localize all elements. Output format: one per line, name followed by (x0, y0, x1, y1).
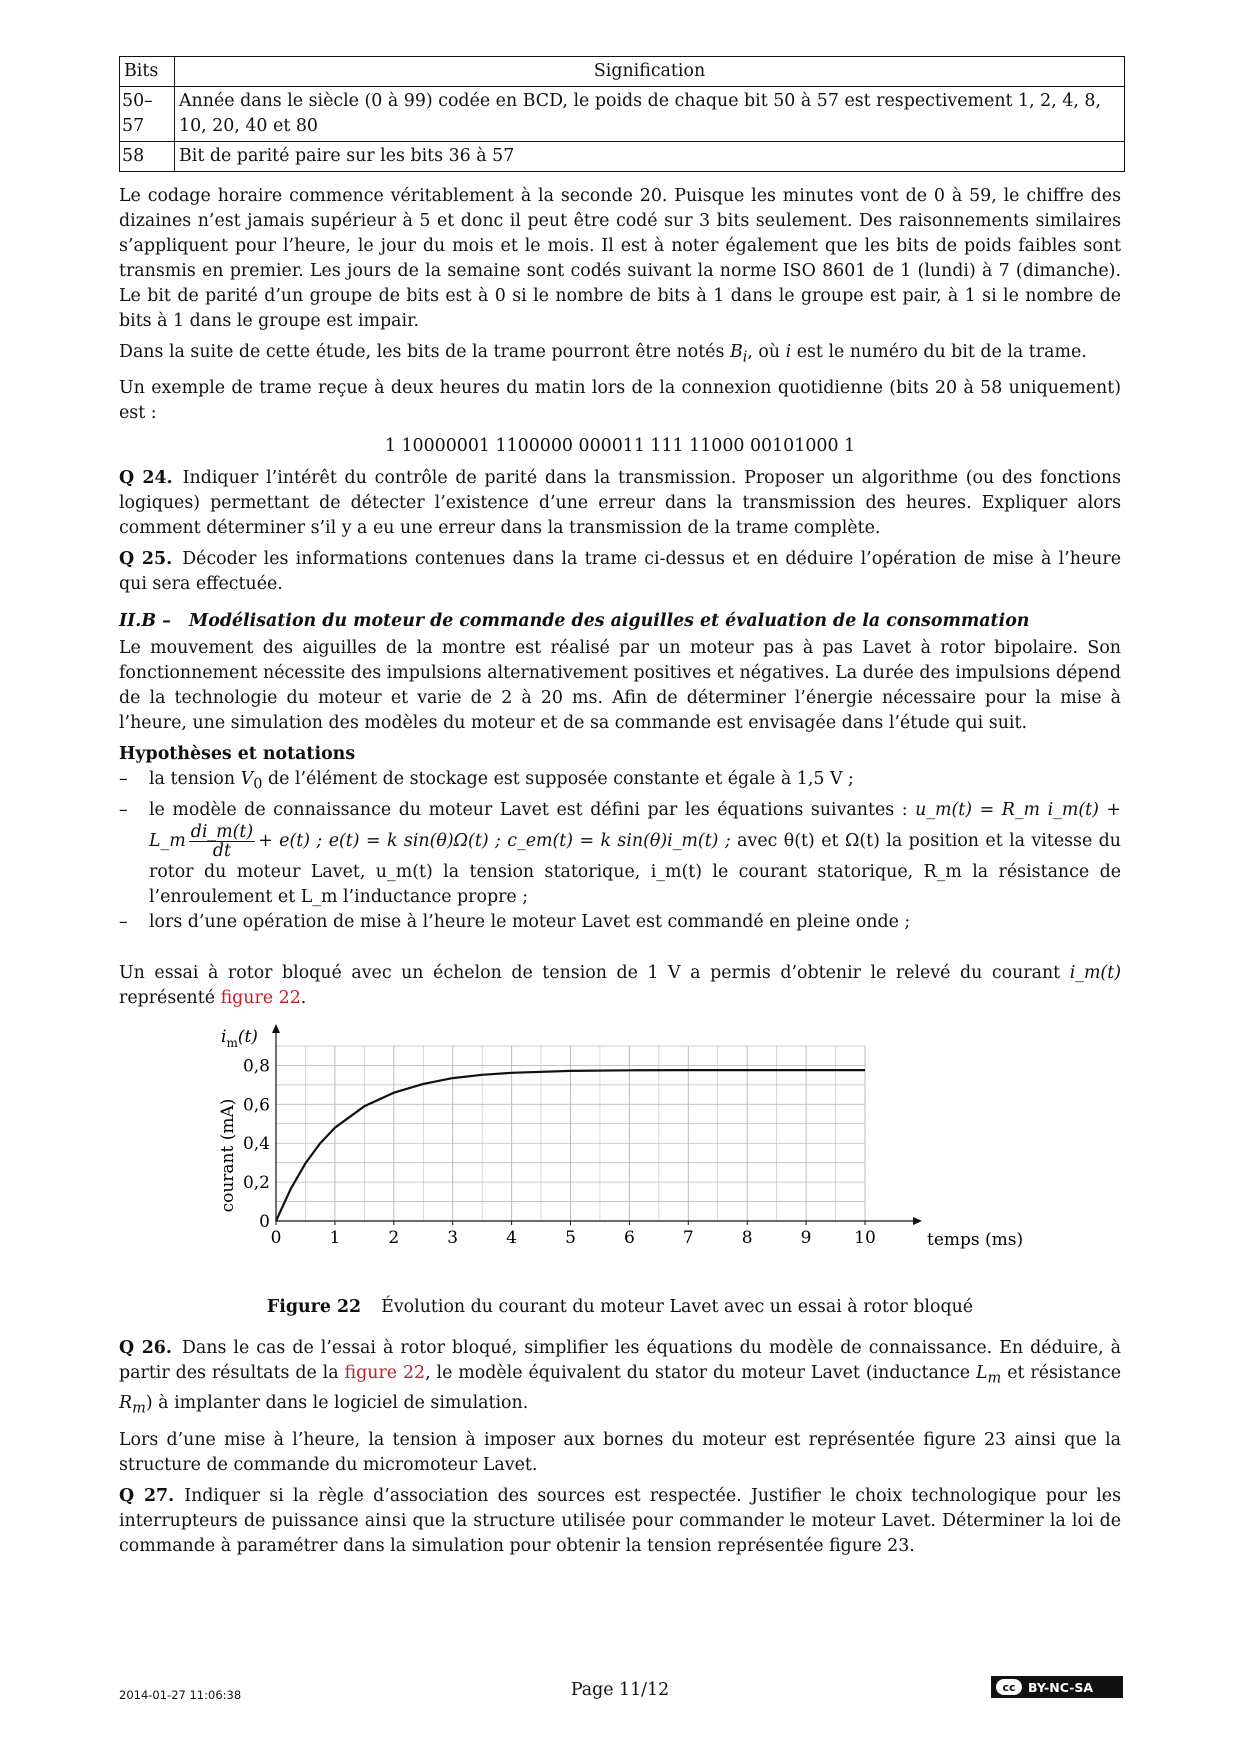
question-27: Q 27. Indiquer si la règle d’association des sources est respectée. Justifier le choix technologique pour les interrupteurs de puissance ainsi que la structure utilisée pour commander le moteur Lavet. Déterminer la loi de commande à paramétrer dans la simulation pour obtenir la tension représentée figure 23. (119, 1485, 1121, 1556)
y-tick-label: 0,4 (242, 1134, 270, 1155)
x-tick-label: 9 (800, 1227, 812, 1248)
table-row (120, 142, 1125, 172)
hypotheses-list (119, 767, 1121, 934)
question-label: Q 27. (119, 1485, 175, 1506)
x-axis-label: temps (ms) (927, 1229, 1024, 1250)
y-tick-label: 0,2 (242, 1173, 270, 1194)
paragraph-essai: Un essai à rotor bloqué avec un échelon de tension de 1 V a permis d’obtenir le relevé du courant i_m(t) représenté figure 22. (119, 962, 1121, 1008)
paragraph-mise-a-heure: Lors d’une mise à l’heure, la tension à imposer aux bornes du moteur est représentée figure 23 ainsi que la structure de commande du micromoteur Lavet. (119, 1429, 1121, 1475)
x-tick-label: 0 (270, 1227, 282, 1248)
figure-22-link[interactable]: figure 22 (344, 1362, 426, 1383)
list-item: – le modèle de connaissance du moteur Lavet est défini par les équations suivantes : u_m(t) = R_m i_m(t) + L_m $\frac{di\_m(t)}{dt}$ + e(t) ; e(t) = k sin(θ)Ω(t) ; c_em(t) = k sin(θ)i_m(t) ; avec θ(t) et Ω(t) la position et la vitesse du rotor du moteur Lavet, u_m(t) la tension statorique, i_m(t) le courant statorique, R_m la résistance de l’enroulement et L_m l’inductance propre ; (119, 799, 1121, 907)
list-item: – lors d’une opération de mise à l’heure le moteur Lavet est commandé en pleine onde ; (119, 911, 911, 932)
question-label: Q 25. (119, 549, 173, 570)
question-label: Q 24. (119, 468, 173, 489)
x-tick-label: 6 (623, 1227, 635, 1248)
y-tick-label: 0,8 (242, 1056, 270, 1077)
x-tick-label: 5 (565, 1227, 576, 1248)
list-item: – la tension $V_0$ de l’élément de stockage est supposée constante et égale à 1,5 V ; (119, 769, 854, 793)
table-header-bits: Bits (120, 57, 175, 87)
paragraph-frame-example: Un exemple de trame reçue à deux heures du matin lors de la connexion quotidienne (bits 20 à 58 uniquement) est : (119, 378, 1121, 424)
figure-22-chart (119, 1021, 1121, 1291)
table-cell-bits: 50–57 (120, 87, 175, 142)
x-axis-arrow (913, 1217, 922, 1225)
y-axis-symbol: $i_m(t)$ (221, 1026, 258, 1050)
page-content (119, 56, 1121, 1565)
x-tick-label: 7 (682, 1227, 694, 1248)
table-header-row (120, 57, 1125, 87)
table-cell-bits: 58 (120, 142, 175, 172)
x-tick-label: 8 (741, 1227, 753, 1248)
paragraph-coding: Le codage horaire commence véritablement à la seconde 20. Puisque les minutes vont de 0 à 59, le chiffre des dizaines n’est jamais supérieur à 5 et donc il peut être codé sur 3 bits seulement. Des raisonnements similaires s’appliquent pour l’heure, le jour du mois et le mois. Il est à noter également que les bits de poids faibles sont transmis en premier. Les jours de la semaine sont codés suivant la norme ISO 8601 de 1 (lundi) à 7 (dimanche). Le bit de parité d’un groupe de bits est à 0 si le nombre de bits à 1 dans le groupe est pair, à 1 si le nombre de bits à 1 dans le groupe est impair. (119, 186, 1121, 331)
table-cell-text: Année dans le siècle (0 à 99) codée en BCD, le poids de chaque bit 50 à 57 est respectivement 1, 2, 4, 8, 10, 20, 40 et 80 (175, 87, 1125, 142)
y-axis-arrow (272, 1024, 280, 1033)
question-26: Q 26. Dans le cas de l’essai à rotor bloqué, simplifier les équations du modèle de connaissance. En déduire, à partir des résultats de la figure 22, le modèle équivalent du stator du moteur Lavet (inductance $L_m$ et résistance $R_m$) à implanter dans le logiciel de simulation. (119, 1337, 1121, 1417)
x-tick-label: 3 (447, 1227, 459, 1248)
current-chart (119, 1021, 1121, 1291)
paragraph-bit-notation: Dans la suite de cette étude, les bits de la trame pourront être notés $B_i$, où i est le numéro du bit de la trame. (119, 342, 1087, 366)
y-axis-label: courant (mA) (218, 1098, 238, 1213)
x-tick-label: 1 (329, 1227, 341, 1248)
question-25: Q 25. Décoder les informations contenues dans la trame ci-dessus et en déduire l’opération de mise à l’heure qui sera effectuée. (119, 549, 1121, 595)
y-tick-label: 0 (259, 1211, 270, 1232)
figure-caption: Figure 22 Évolution du courant du moteur Lavet avec un essai à rotor bloqué (266, 1296, 974, 1317)
footer-timestamp: 2014-01-27 11:06:38 (119, 1688, 242, 1702)
page-number: Page 11/12 (570, 1680, 670, 1700)
question-label: Q 26. (119, 1337, 172, 1358)
figure-22-link[interactable]: figure 22 (220, 987, 301, 1008)
bits-table (119, 56, 1125, 172)
x-tick-label: 10 (854, 1227, 876, 1248)
x-tick-label: 2 (388, 1227, 400, 1248)
table-header-signification: Signification (175, 57, 1125, 87)
license-badge: cc BY-NC-SA (991, 1676, 1123, 1698)
frame-example: 1 10000001 1100000 000011 111 11000 00101000 1 (384, 436, 856, 457)
section-intro: Le mouvement des aiguilles de la montre est réalisé par un moteur pas à pas Lavet à rotor bipolaire. Son fonctionnement nécessite des impulsions alternativement positives et négatives. La durée des impulsions dépend de la technologie du moteur et varie de 2 à 20 ms. Afin de déterminer l’énergie nécessaire pour la mise à l’heure, une simulation des modèles du moteur et de sa commande est envisagée dans l’étude qui suit. (119, 638, 1121, 734)
question-24: Q 24. Indiquer l’intérêt du contrôle de parité dans la transmission. Proposer un algorithme (ou des fonctions logiques) permettant de détecter l’existence d’une erreur dans la transmission des heures. Expliquer alors comment déterminer s’il y a eu une erreur dans la transmission de la trame complète. (119, 468, 1121, 539)
section-heading: II.B – Modélisation du moteur de commande des aiguilles et évaluation de la consommation (119, 611, 1030, 632)
table-row (120, 87, 1125, 142)
table-cell-text: Bit de parité paire sur les bits 36 à 57 (175, 142, 1125, 172)
hypotheses-title: Hypothèses et notations (119, 744, 356, 765)
y-tick-label: 0,6 (242, 1095, 270, 1116)
x-tick-label: 4 (506, 1227, 518, 1248)
cc-icon: cc (996, 1679, 1022, 1695)
